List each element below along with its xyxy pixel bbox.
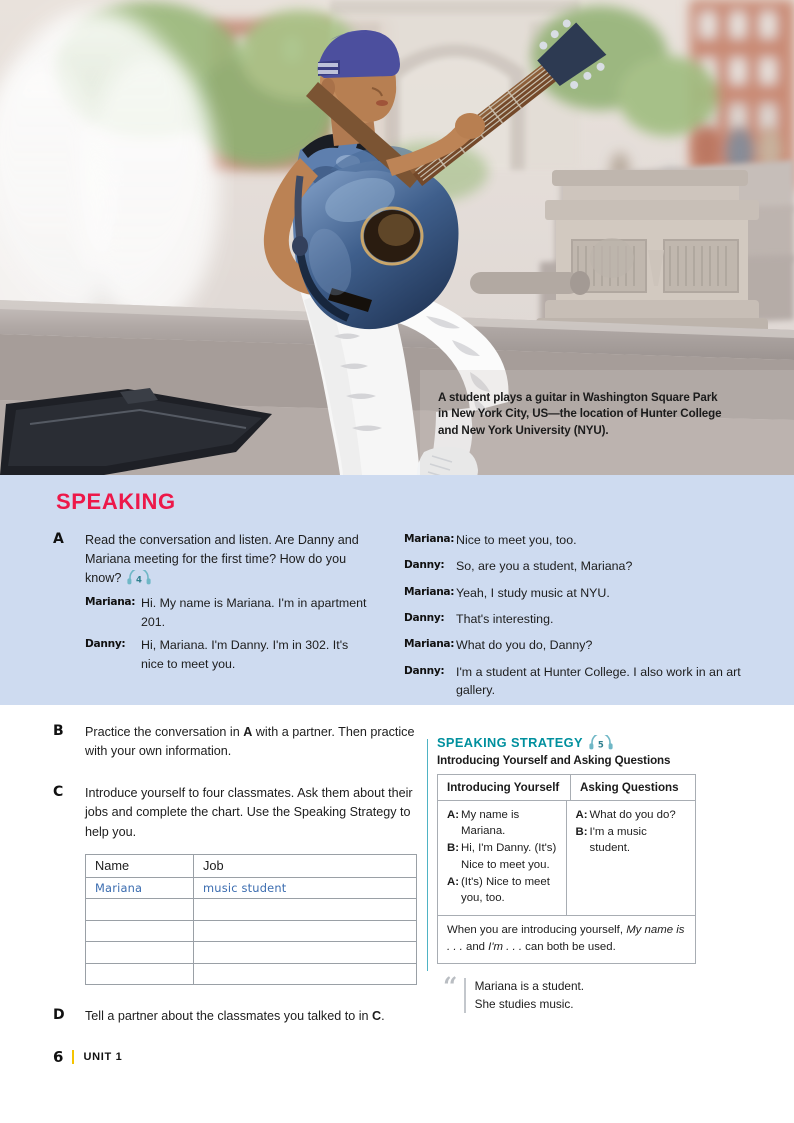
quote-divider [464, 978, 465, 1013]
dialogue-right [404, 531, 754, 700]
strategy-title-row [437, 735, 709, 750]
speaker-name: Mariana: [404, 585, 455, 598]
exercise-c [53, 784, 425, 841]
speaker-name: Mariana: [85, 596, 136, 609]
headphone-audio-icon[interactable] [126, 570, 152, 585]
strategy-note-italic1: My name is . . . [447, 924, 685, 953]
speaking-panel [0, 475, 794, 705]
exercise-c-instruction: Introduce yourself to four classmates. Ask them about their jobs and complete the chart. Use the Speaking Strategy to help you. [85, 786, 413, 839]
exercise-d-text-part1: Tell a partner about the classmates you talked to in [85, 1009, 373, 1024]
speaker-name: Danny: [404, 664, 445, 677]
exercise-d-text [85, 1009, 385, 1023]
strategy-line [447, 874, 557, 906]
column-header-name: Name [86, 854, 194, 877]
cell-job-empty[interactable] [194, 942, 417, 964]
quote-line-1: Mariana is a student. [474, 979, 585, 994]
name-job-chart[interactable] [85, 854, 417, 986]
dialogue-line [404, 531, 754, 549]
table-row[interactable] [86, 920, 417, 942]
exercise-b [53, 723, 425, 761]
strategy-cell-introducing [438, 801, 567, 915]
speaking-column-right [404, 531, 754, 708]
cell-name-empty[interactable] [86, 942, 194, 964]
speaker-utterance: Hi. My name is Mariana. I'm in apartment 201. [141, 596, 367, 629]
cell-job-empty[interactable] [194, 920, 417, 942]
strategy-table-header [438, 775, 695, 801]
exercise-a-instruction: Read the conversation and listen. Are Danny and Mariana meeting for the first time? How do you know? [85, 533, 359, 586]
speaker-name: Danny: [85, 638, 126, 651]
exercise-b-text [85, 725, 415, 758]
footer-separator [72, 1050, 74, 1064]
example-quote [437, 972, 709, 1013]
strategy-utterance: My name is Mariana. [461, 809, 520, 838]
strategy-note [438, 916, 695, 963]
header-photo [0, 0, 794, 475]
speaker-utterance: That's interesting. [456, 612, 554, 627]
strategy-note-part3: can both be used. [522, 940, 616, 953]
strategy-note-part1: When you are introducing yourself, [447, 924, 627, 937]
strategy-note-italic2: I'm . . . [488, 940, 522, 953]
strategy-utterance: Hi, I'm Danny. (It's) Nice to meet you. [461, 842, 557, 871]
exercise-a-letter: A [53, 531, 64, 547]
speaker-utterance: Yeah, I study music at NYU. [456, 585, 610, 600]
exercise-b-letter: B [53, 723, 64, 739]
strategy-utterance: I'm a music student. [589, 826, 647, 855]
speaking-strategy-column [437, 735, 709, 1013]
cell-name-filled: Mariana [95, 880, 143, 895]
exercise-b-reference: A [243, 725, 253, 739]
cell-job-empty[interactable] [194, 963, 417, 985]
section-title-speaking: SPEAKING [56, 489, 176, 514]
page-footer [53, 1048, 122, 1066]
strategy-box [437, 774, 696, 964]
table-row[interactable] [86, 877, 417, 899]
strategy-vertical-rule [427, 739, 428, 971]
dialogue-line [404, 584, 754, 602]
strategy-column-header-introducing: Introducing Yourself [438, 775, 571, 800]
table-row[interactable] [86, 963, 417, 985]
strategy-note-part2: and [462, 940, 489, 953]
speaker-name: Mariana: [404, 533, 455, 545]
exercises-column [53, 723, 425, 1026]
exercise-d-reference: C [372, 1009, 382, 1024]
strategy-utterance: What do you do? [589, 809, 676, 821]
speaker-name: Danny: [404, 559, 445, 572]
speaker-utterance: Hi, Mariana. I'm Danny. I'm in 302. It's nice to meet you. [141, 638, 349, 671]
strategy-speaker: A: [575, 809, 588, 821]
strategy-utterance: (It's) Nice to meet you, too. [461, 875, 550, 904]
quote-mark-icon: “ [443, 972, 458, 1002]
audio-track-number-strategy: 5 [597, 740, 605, 750]
strategy-line [576, 807, 686, 823]
cell-job-empty[interactable] [194, 899, 417, 921]
speaker-utterance: I'm a student at Hunter College. I also work in an art gallery. [456, 664, 741, 698]
speaker-name: Danny: [404, 612, 445, 625]
exercise-d-letter: D [53, 1007, 65, 1024]
strategy-speaker: A: [447, 875, 460, 888]
strategy-subtitle: Introducing Yourself and Asking Questions [437, 754, 671, 767]
speaker-utterance: So, are you a student, Mariana? [456, 559, 633, 574]
cell-job-filled: music student [203, 880, 287, 895]
exercise-b-text-part1: Practice the conversation in [85, 725, 244, 739]
photo-caption: A student plays a guitar in Washington Square Park in New York City, US—the location of Hunter College and New York University (NYU). [438, 391, 722, 437]
dialogue-line [404, 663, 754, 700]
strategy-line [447, 840, 557, 872]
exercise-b-text-part2: with a partner. Then practice with your own information. [85, 725, 415, 759]
speaker-utterance: What do you do, Danny? [456, 638, 593, 653]
unit-label: UNIT 1 [83, 1051, 123, 1063]
strategy-cell-asking [567, 801, 695, 915]
dialogue-line [85, 594, 373, 631]
exercise-d [53, 1007, 425, 1026]
speaker-name: Mariana: [404, 638, 455, 651]
exercise-a [53, 531, 373, 588]
dialogue-line [404, 610, 754, 628]
strategy-column-header-asking: Asking Questions [580, 781, 679, 794]
strategy-title: SPEAKING STRATEGY [437, 735, 583, 750]
strategy-speaker: A: [447, 809, 460, 821]
table-row[interactable] [86, 942, 417, 964]
strategy-speaker: B: [447, 842, 460, 855]
strategy-table-body [438, 801, 695, 916]
audio-track-number-a: 4 [136, 575, 143, 586]
quote-line-2: She studies music. [474, 996, 574, 1011]
exercise-d-text-part2: . [381, 1009, 385, 1024]
cell-name-empty[interactable] [86, 899, 194, 921]
speaking-column-left [53, 531, 373, 678]
speaker-utterance: Nice to meet you, too. [456, 533, 577, 547]
cell-name-empty[interactable] [86, 920, 194, 942]
dialogue-left [53, 594, 373, 672]
column-header-job: Job [194, 854, 417, 877]
strategy-speaker: B: [575, 826, 588, 839]
table-row[interactable] [86, 899, 417, 921]
dialogue-line [404, 636, 754, 654]
table-header-row [86, 854, 417, 877]
strategy-line [447, 807, 557, 839]
page-number: 6 [53, 1048, 64, 1066]
quote-text [475, 978, 585, 1013]
strategy-line [576, 824, 686, 856]
dialogue-line [404, 557, 754, 575]
dialogue-line [85, 636, 373, 673]
exercise-c-letter: C [53, 784, 64, 801]
cell-name-empty[interactable] [86, 963, 194, 985]
headphone-audio-icon[interactable] [588, 735, 614, 750]
